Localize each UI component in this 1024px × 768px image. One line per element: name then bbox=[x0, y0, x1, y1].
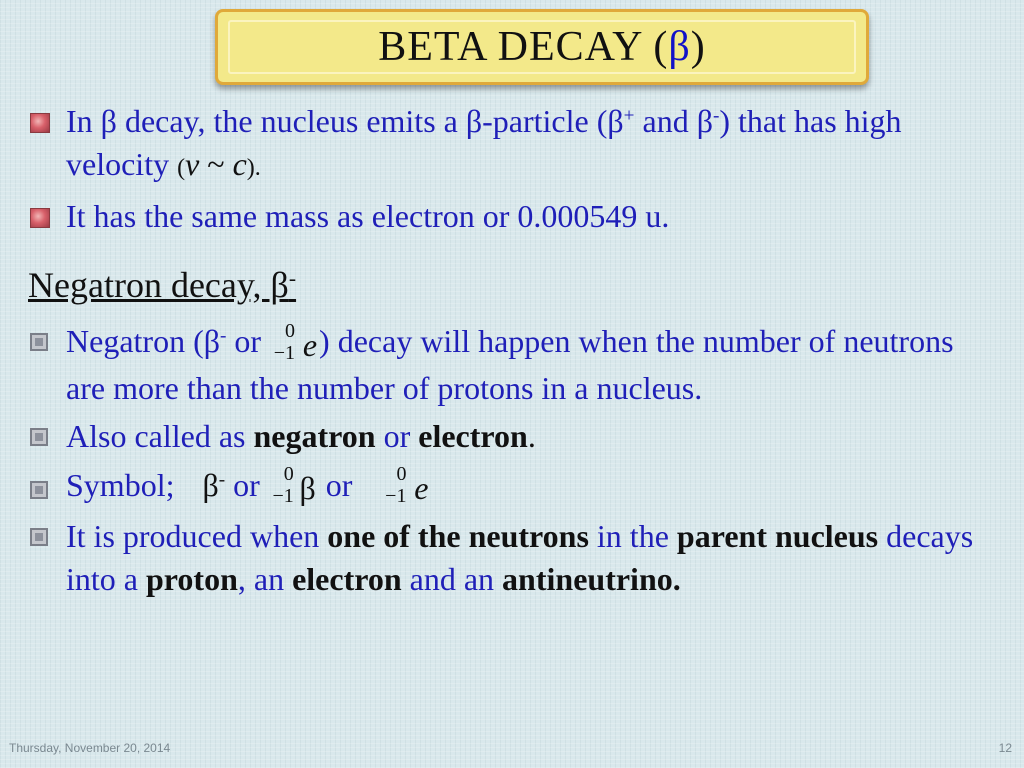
red-square-bullet-icon bbox=[30, 208, 50, 228]
gray-square-bullet-icon bbox=[30, 481, 48, 499]
electron-nuclide-symbol: 0 −1 e bbox=[273, 319, 318, 364]
page-number: 12 bbox=[998, 741, 1012, 755]
gray-square-bullet-icon bbox=[30, 428, 48, 446]
slide-title-box bbox=[215, 9, 869, 85]
red-square-bullet-icon bbox=[30, 113, 50, 133]
slide-title: BETA DECAY (β) bbox=[378, 24, 706, 70]
beta-nuclide-symbol: 0 −1 β bbox=[272, 463, 316, 508]
bullet-negatron-condition: Negatron (β- or 0 −1 e ) decay will happen when the number of neutrons are more than the number of protons in a nucleus. bbox=[28, 320, 988, 410]
slide-content bbox=[28, 100, 988, 606]
bullet-mass: It has the same mass as electron or 0.000549 u. bbox=[28, 195, 988, 238]
footer-date: Thursday, November 20, 2014 bbox=[9, 741, 171, 755]
bullet-symbol: Symbol; β- or 0 −1 β or 0 −1 e bbox=[28, 464, 988, 511]
gray-square-bullet-icon bbox=[30, 333, 48, 351]
bullet-also-called: Also called as negatron or electron. bbox=[28, 415, 988, 458]
electron-nuclide-symbol: 0 −1 e bbox=[385, 463, 429, 508]
gray-square-bullet-icon bbox=[30, 528, 48, 546]
bullet-emission: In β decay, the nucleus emits a β-particle (β+ and β-) that has high velocity (v ~ c). bbox=[28, 100, 988, 190]
section-heading: Negatron decay, β- bbox=[28, 265, 297, 305]
bullet-production: It is produced when one of the neutrons in the parent nucleus decays into a proton, an electron and an antineutrino. bbox=[28, 515, 988, 601]
